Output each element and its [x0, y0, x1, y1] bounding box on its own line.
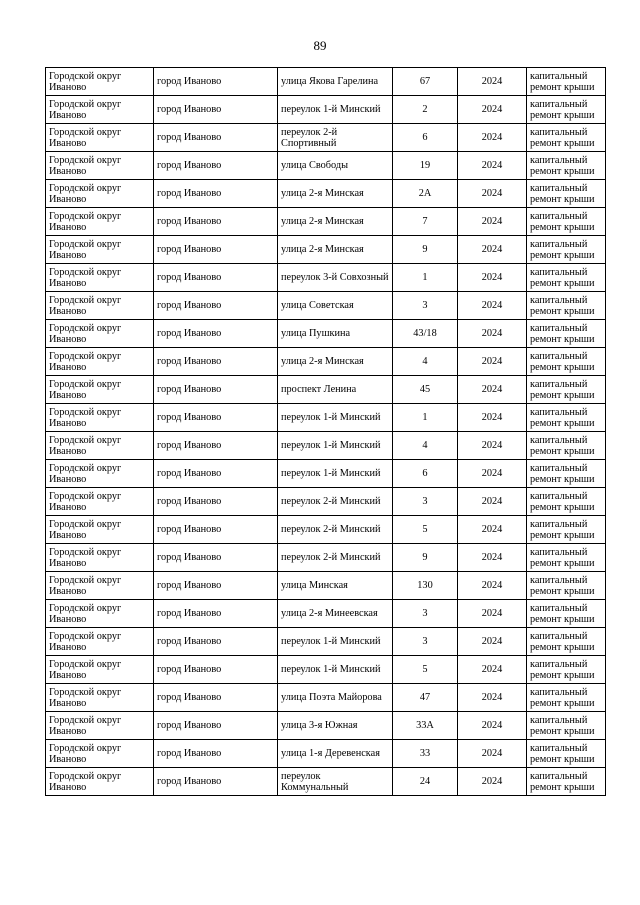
cell-city: город Иваново: [154, 264, 278, 292]
cell-district: Городской округ Иваново: [46, 600, 154, 628]
cell-year: 2024: [458, 488, 527, 516]
cell-street: переулок 2-й Минский: [278, 516, 393, 544]
cell-year: 2024: [458, 124, 527, 152]
table-row: [46, 348, 606, 376]
cell-city: город Иваново: [154, 432, 278, 460]
table-row: [46, 460, 606, 488]
cell-street: переулок Коммунальный: [278, 768, 393, 796]
cell-year: 2024: [458, 712, 527, 740]
table-row: [46, 264, 606, 292]
cell-house-number: 4: [393, 348, 458, 376]
cell-district: Городской округ Иваново: [46, 544, 154, 572]
cell-house-number: 1: [393, 404, 458, 432]
cell-city: город Иваново: [154, 404, 278, 432]
cell-city: город Иваново: [154, 96, 278, 124]
table-row: [46, 292, 606, 320]
cell-street: переулок 1-й Минский: [278, 432, 393, 460]
cell-district: Городской округ Иваново: [46, 320, 154, 348]
cell-year: 2024: [458, 180, 527, 208]
cell-district: Городской округ Иваново: [46, 516, 154, 544]
cell-work-type: капитальный ремонт крыши: [527, 292, 606, 320]
cell-year: 2024: [458, 572, 527, 600]
cell-street: переулок 1-й Минский: [278, 96, 393, 124]
table-row: [46, 600, 606, 628]
cell-work-type: капитальный ремонт крыши: [527, 432, 606, 460]
cell-year: 2024: [458, 628, 527, 656]
cell-house-number: 4: [393, 432, 458, 460]
table-row: [46, 208, 606, 236]
cell-work-type: капитальный ремонт крыши: [527, 516, 606, 544]
cell-house-number: 33: [393, 740, 458, 768]
cell-street: улица Минская: [278, 572, 393, 600]
cell-work-type: капитальный ремонт крыши: [527, 320, 606, 348]
cell-city: город Иваново: [154, 320, 278, 348]
table-row: [46, 180, 606, 208]
cell-work-type: капитальный ремонт крыши: [527, 684, 606, 712]
cell-city: город Иваново: [154, 628, 278, 656]
cell-district: Городской округ Иваново: [46, 292, 154, 320]
cell-city: город Иваново: [154, 740, 278, 768]
cell-work-type: капитальный ремонт крыши: [527, 96, 606, 124]
cell-work-type: капитальный ремонт крыши: [527, 348, 606, 376]
cell-district: Городской округ Иваново: [46, 348, 154, 376]
table-row: [46, 376, 606, 404]
cell-work-type: капитальный ремонт крыши: [527, 236, 606, 264]
cell-street: улица Пушкина: [278, 320, 393, 348]
cell-street: улица 2-я Минская: [278, 208, 393, 236]
cell-street: улица 2-я Минская: [278, 348, 393, 376]
cell-city: город Иваново: [154, 208, 278, 236]
cell-year: 2024: [458, 544, 527, 572]
cell-district: Городской округ Иваново: [46, 180, 154, 208]
housing-repair-table: [45, 67, 606, 796]
cell-district: Городской округ Иваново: [46, 152, 154, 180]
cell-work-type: капитальный ремонт крыши: [527, 628, 606, 656]
table-row: [46, 124, 606, 152]
cell-work-type: капитальный ремонт крыши: [527, 712, 606, 740]
cell-street: переулок 1-й Минский: [278, 628, 393, 656]
cell-district: Городской округ Иваново: [46, 96, 154, 124]
cell-street: переулок 1-й Минский: [278, 404, 393, 432]
cell-work-type: капитальный ремонт крыши: [527, 544, 606, 572]
cell-city: город Иваново: [154, 712, 278, 740]
cell-year: 2024: [458, 68, 527, 96]
cell-street: переулок 2-й Минский: [278, 544, 393, 572]
cell-house-number: 45: [393, 376, 458, 404]
cell-house-number: 3: [393, 628, 458, 656]
cell-city: город Иваново: [154, 180, 278, 208]
cell-city: город Иваново: [154, 460, 278, 488]
cell-year: 2024: [458, 460, 527, 488]
cell-house-number: 1: [393, 264, 458, 292]
cell-city: город Иваново: [154, 348, 278, 376]
table-row: [46, 152, 606, 180]
cell-house-number: 130: [393, 572, 458, 600]
cell-district: Городской округ Иваново: [46, 684, 154, 712]
cell-street: переулок 1-й Минский: [278, 460, 393, 488]
cell-year: 2024: [458, 600, 527, 628]
cell-house-number: 6: [393, 124, 458, 152]
cell-house-number: 5: [393, 516, 458, 544]
table-row: [46, 740, 606, 768]
table-row: [46, 712, 606, 740]
cell-street: улица Поэта Майорова: [278, 684, 393, 712]
cell-street: переулок 3-й Совхозный: [278, 264, 393, 292]
cell-work-type: капитальный ремонт крыши: [527, 656, 606, 684]
cell-work-type: капитальный ремонт крыши: [527, 68, 606, 96]
cell-year: 2024: [458, 320, 527, 348]
cell-street: проспект Ленина: [278, 376, 393, 404]
cell-year: 2024: [458, 264, 527, 292]
table-row: [46, 236, 606, 264]
cell-work-type: капитальный ремонт крыши: [527, 124, 606, 152]
cell-house-number: 9: [393, 544, 458, 572]
table-row: [46, 320, 606, 348]
cell-work-type: капитальный ремонт крыши: [527, 740, 606, 768]
cell-house-number: 67: [393, 68, 458, 96]
cell-year: 2024: [458, 684, 527, 712]
cell-year: 2024: [458, 96, 527, 124]
cell-house-number: 33А: [393, 712, 458, 740]
cell-work-type: капитальный ремонт крыши: [527, 180, 606, 208]
cell-city: город Иваново: [154, 236, 278, 264]
cell-year: 2024: [458, 740, 527, 768]
table-row: [46, 544, 606, 572]
cell-work-type: капитальный ремонт крыши: [527, 600, 606, 628]
cell-street: переулок 2-й Спортивный: [278, 124, 393, 152]
table-row: [46, 68, 606, 96]
cell-year: 2024: [458, 404, 527, 432]
cell-work-type: капитальный ремонт крыши: [527, 264, 606, 292]
cell-year: 2024: [458, 768, 527, 796]
cell-city: город Иваново: [154, 768, 278, 796]
cell-street: улица Якова Гарелина: [278, 68, 393, 96]
cell-city: город Иваново: [154, 488, 278, 516]
cell-city: город Иваново: [154, 544, 278, 572]
table-row: [46, 488, 606, 516]
cell-street: улица Свободы: [278, 152, 393, 180]
table-row: [46, 572, 606, 600]
cell-district: Городской округ Иваново: [46, 628, 154, 656]
cell-district: Городской округ Иваново: [46, 68, 154, 96]
cell-year: 2024: [458, 208, 527, 236]
table-row: [46, 404, 606, 432]
cell-house-number: 7: [393, 208, 458, 236]
cell-house-number: 43/18: [393, 320, 458, 348]
cell-house-number: 2А: [393, 180, 458, 208]
cell-city: город Иваново: [154, 292, 278, 320]
cell-district: Городской округ Иваново: [46, 404, 154, 432]
cell-work-type: капитальный ремонт крыши: [527, 768, 606, 796]
cell-district: Городской округ Иваново: [46, 488, 154, 516]
cell-district: Городской округ Иваново: [46, 740, 154, 768]
cell-city: город Иваново: [154, 152, 278, 180]
cell-city: город Иваново: [154, 68, 278, 96]
cell-street: улица 2-я Минская: [278, 236, 393, 264]
page-number: 89: [313, 38, 327, 53]
cell-street: улица 1-я Деревенская: [278, 740, 393, 768]
cell-street: улица 2-я Минеевская: [278, 600, 393, 628]
cell-year: 2024: [458, 152, 527, 180]
cell-work-type: капитальный ремонт крыши: [527, 460, 606, 488]
cell-house-number: 3: [393, 488, 458, 516]
cell-house-number: 47: [393, 684, 458, 712]
cell-year: 2024: [458, 656, 527, 684]
cell-year: 2024: [458, 292, 527, 320]
table-row: [46, 656, 606, 684]
cell-work-type: капитальный ремонт крыши: [527, 488, 606, 516]
cell-house-number: 3: [393, 600, 458, 628]
cell-year: 2024: [458, 236, 527, 264]
table-row: [46, 432, 606, 460]
cell-street: переулок 2-й Минский: [278, 488, 393, 516]
cell-street: переулок 1-й Минский: [278, 656, 393, 684]
table-row: [46, 768, 606, 796]
cell-district: Городской округ Иваново: [46, 712, 154, 740]
cell-house-number: 5: [393, 656, 458, 684]
cell-house-number: 3: [393, 292, 458, 320]
table-body: [46, 68, 606, 796]
cell-work-type: капитальный ремонт крыши: [527, 208, 606, 236]
cell-city: город Иваново: [154, 572, 278, 600]
cell-work-type: капитальный ремонт крыши: [527, 376, 606, 404]
cell-city: город Иваново: [154, 684, 278, 712]
cell-house-number: 6: [393, 460, 458, 488]
cell-year: 2024: [458, 516, 527, 544]
cell-year: 2024: [458, 432, 527, 460]
cell-work-type: капитальный ремонт крыши: [527, 152, 606, 180]
cell-city: город Иваново: [154, 516, 278, 544]
cell-work-type: капитальный ремонт крыши: [527, 404, 606, 432]
cell-district: Городской округ Иваново: [46, 264, 154, 292]
table-row: [46, 96, 606, 124]
cell-district: Городской округ Иваново: [46, 376, 154, 404]
cell-district: Городской округ Иваново: [46, 572, 154, 600]
cell-house-number: 24: [393, 768, 458, 796]
cell-district: Городской округ Иваново: [46, 236, 154, 264]
cell-city: город Иваново: [154, 600, 278, 628]
cell-city: город Иваново: [154, 376, 278, 404]
cell-district: Городской округ Иваново: [46, 124, 154, 152]
cell-street: улица 2-я Минская: [278, 180, 393, 208]
cell-district: Городской округ Иваново: [46, 768, 154, 796]
cell-district: Городской округ Иваново: [46, 208, 154, 236]
cell-year: 2024: [458, 376, 527, 404]
table-row: [46, 516, 606, 544]
cell-street: улица Советская: [278, 292, 393, 320]
cell-street: улица 3-я Южная: [278, 712, 393, 740]
cell-district: Городской округ Иваново: [46, 432, 154, 460]
cell-work-type: капитальный ремонт крыши: [527, 572, 606, 600]
cell-year: 2024: [458, 348, 527, 376]
cell-house-number: 2: [393, 96, 458, 124]
cell-city: город Иваново: [154, 656, 278, 684]
cell-house-number: 19: [393, 152, 458, 180]
table-row: [46, 628, 606, 656]
cell-district: Городской округ Иваново: [46, 460, 154, 488]
cell-house-number: 9: [393, 236, 458, 264]
cell-district: Городской округ Иваново: [46, 656, 154, 684]
table-row: [46, 684, 606, 712]
cell-city: город Иваново: [154, 124, 278, 152]
